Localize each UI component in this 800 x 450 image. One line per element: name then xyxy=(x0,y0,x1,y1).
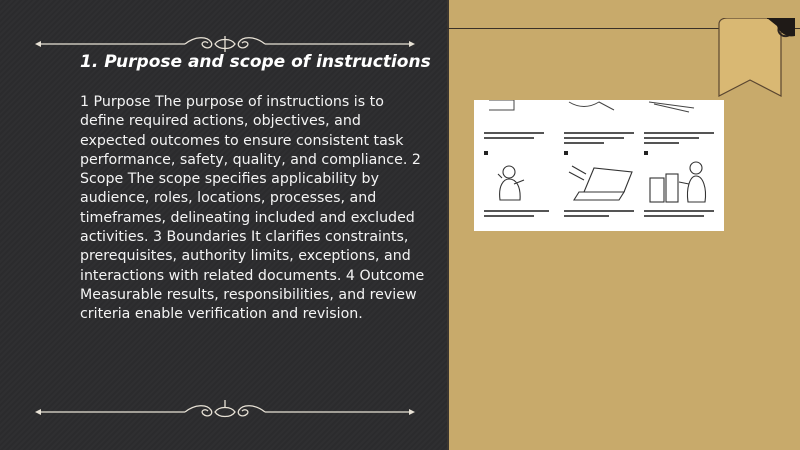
instruction-illustration xyxy=(474,100,724,231)
panel-divider xyxy=(447,0,449,450)
slide-body-text: 1 Purpose The purpose of instructions is to define required actions, objectives, and expected outcomes to ensure consistent task performance, safety, quality, and compliance. 2 Scope The scope specifies applicability by audience, roles, locations, processes, and timeframes, delineating included and excluded activities. 3 Boundaries It clarifies constraints, prerequisites, authority limits, exceptions, and interactions with related documents. 4 Outcome Measurable results, responsibilities, and review criteria enable verification and revision. xyxy=(80,94,425,323)
flourish-divider-icon xyxy=(35,400,415,420)
flourish-divider-icon xyxy=(35,34,415,54)
ribbon-bookmark-icon xyxy=(717,18,797,100)
slide-title: 1. Purpose and scope of instructions xyxy=(80,52,431,72)
